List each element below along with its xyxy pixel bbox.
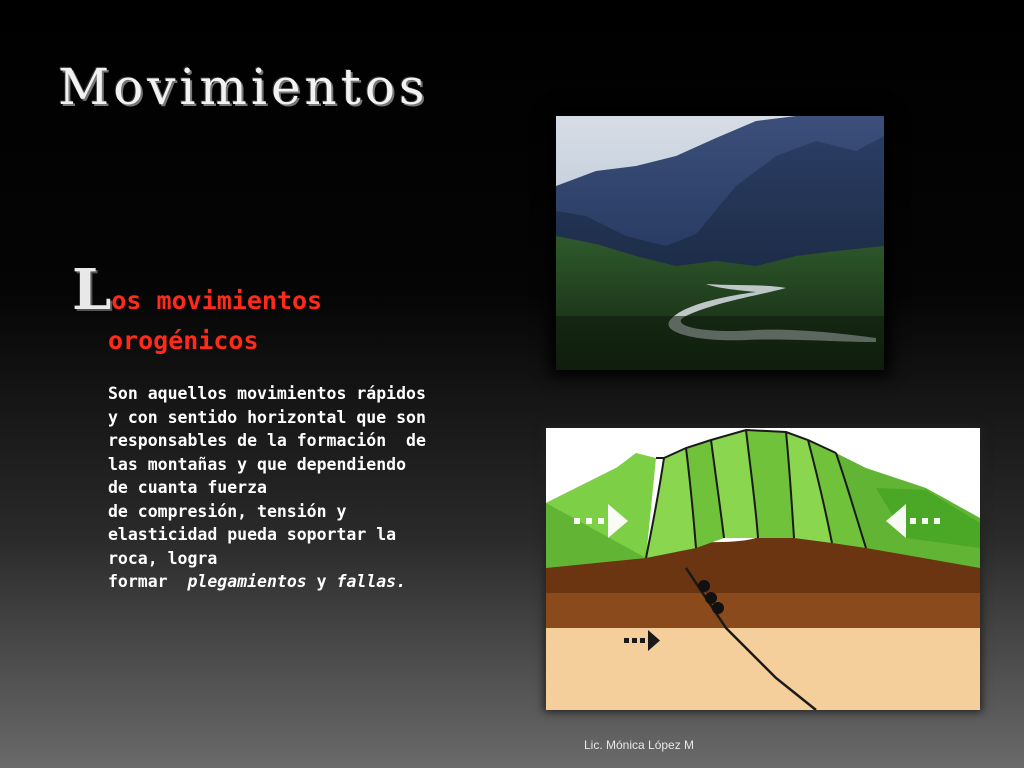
term-fallas: fallas. bbox=[336, 572, 407, 591]
bullet-heading bbox=[72, 257, 492, 355]
body-line: de compresión, tensión y bbox=[108, 501, 347, 521]
term-plegamientos: plegamientos bbox=[187, 572, 307, 591]
mountain-valley-photo bbox=[556, 116, 884, 370]
body-line: de cuanta fuerza bbox=[108, 478, 267, 497]
body-line: y con sentido horizontal que son bbox=[108, 407, 426, 427]
heading-line2: orogénicos bbox=[108, 326, 259, 355]
body-last-prefix: formar bbox=[108, 572, 188, 591]
body-text bbox=[108, 382, 488, 594]
footer-author: Lic. Mónica López M bbox=[584, 738, 695, 752]
body-last-middle: y bbox=[306, 572, 337, 591]
body-line: las montañas y que dependiendo bbox=[108, 454, 407, 474]
body-line: roca, logra bbox=[108, 548, 218, 568]
heading-line1: os movimientos bbox=[111, 286, 323, 315]
slide-title: Movimientos bbox=[58, 58, 429, 116]
drop-cap: L bbox=[72, 257, 112, 323]
body-line: elasticidad pueda soportar la bbox=[108, 525, 397, 544]
body-line: responsables de la formación de bbox=[108, 431, 426, 450]
fold-fault-diagram bbox=[546, 428, 980, 710]
body-last-line bbox=[108, 570, 488, 594]
body-line: Son aquellos movimientos rápidos bbox=[108, 384, 426, 403]
